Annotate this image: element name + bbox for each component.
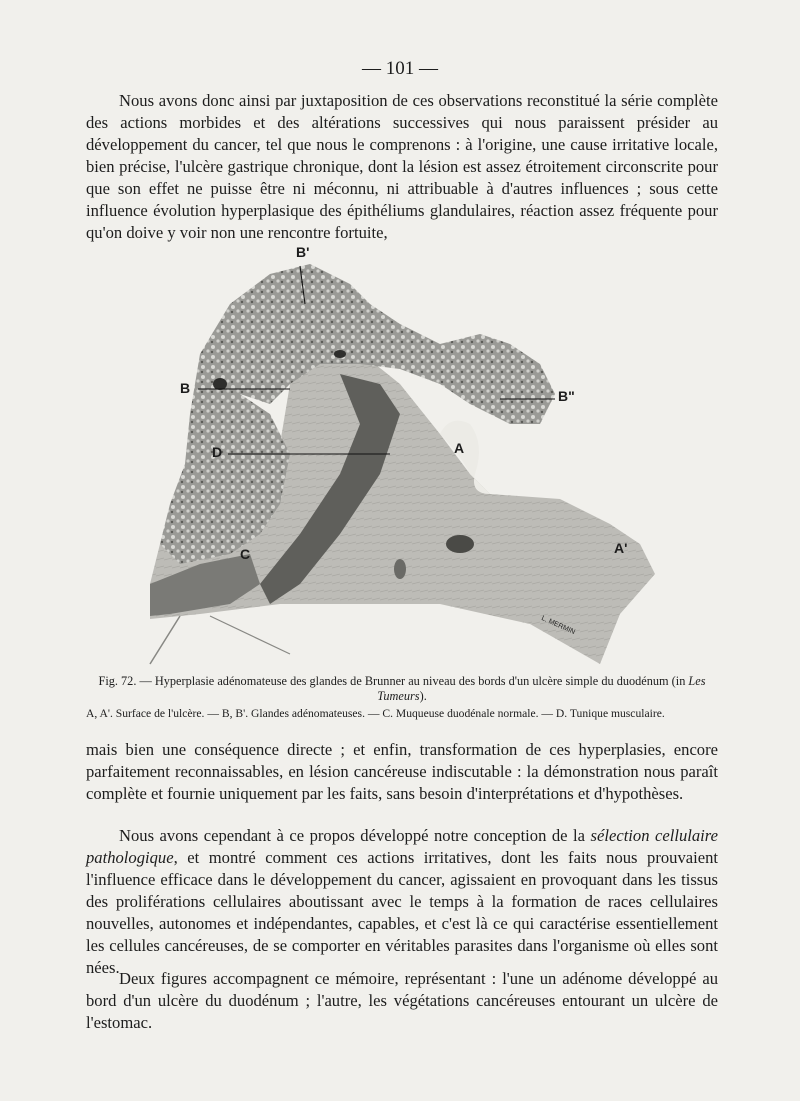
paragraph-1: Nous avons donc ainsi par juxtaposition de ces observations reconstitué la série complète des actions morbides et des altérations successives qui nous paraissent présider au développement du cancer, tel que nous le comprenons : à l'origine, une cause irritative locale, bien précise, l'ulcère gastrique chronique, dont la lésion est assez étroitement circonscrite pour que son effet ne puisse être ni méconnu, ni attribuable à d'autres influences ; sous cette influence évolution hyperplasique des épithéliums glandulaires, réaction assez fréquente pour qu'on doive y voir non une rencontre fortuite, — [86, 91, 718, 242]
paragraph-3 — [86, 825, 718, 979]
paragraph-3-after: , et montré comment ces actions irritatives, dont les faits nous prouvaient l'influence efficace dans le développement du cancer, agissaient en provoquant dans les tissus des proliférations cellulaires aboutissant avec le temps à la formation de races cellulaires nouvelles, autonomes et indépendantes, capables, et c'est là ce qui caractérise essentiellement les cellules cancéreuses, de se comporter en véritables parasites dans l'organisme où elles sont nées. — [86, 848, 718, 977]
paragraph-2: mais bien une conséquence directe ; et enfin, transformation de ces hyperplasies, encore parfaitement reconnaissables, en lésion cancéreuse indiscutable : la démonstration nous paraît complète et fournie uniquement par les faits, sans besoin d'interprétations et d'hypothèses. — [86, 740, 718, 803]
figure-caption — [86, 674, 718, 721]
label-a: A — [454, 440, 465, 456]
label-b-double: B" — [558, 388, 575, 404]
caption-title-prefix: Fig. 72. — Hyperplasie adénomateuse des glandes de Brunner au niveau des bords d'un ulcère simple du duodénum (in — [98, 674, 689, 688]
label-c: C — [240, 546, 251, 562]
page-number: — 101 — — [362, 58, 438, 79]
caption-title-source: Les Tumeurs — [377, 674, 706, 703]
caption-title — [86, 674, 718, 704]
label-a-prime: A' — [614, 540, 628, 556]
paragraph-4: Deux figures accompagnent ce mémoire, représentant : l'une un adénome développé au bord d'un ulcère du duodénum ; l'autre, les végétations cancéreuses entourant un ulcère de l'estomac. — [86, 969, 718, 1032]
label-b-prime: B' — [296, 244, 310, 260]
label-d: D — [212, 444, 223, 460]
caption-title-suffix: ). — [419, 689, 427, 703]
engraver-signature: L. MERMIN — [540, 614, 577, 637]
figure-72 — [140, 244, 680, 674]
caption-legend: A, A'. Surface de l'ulcère. — B, B'. Glandes adénomateuses. — C. Muqueuse duodénale normale. — D. Tunique musculaire. — [86, 707, 665, 720]
label-b: B — [180, 380, 191, 396]
paragraph-3-before: Nous avons cependant à ce propos développé notre conception de la — [119, 826, 591, 845]
paragraph-3-emphasis: sélection cellulaire pathologique — [86, 826, 718, 867]
